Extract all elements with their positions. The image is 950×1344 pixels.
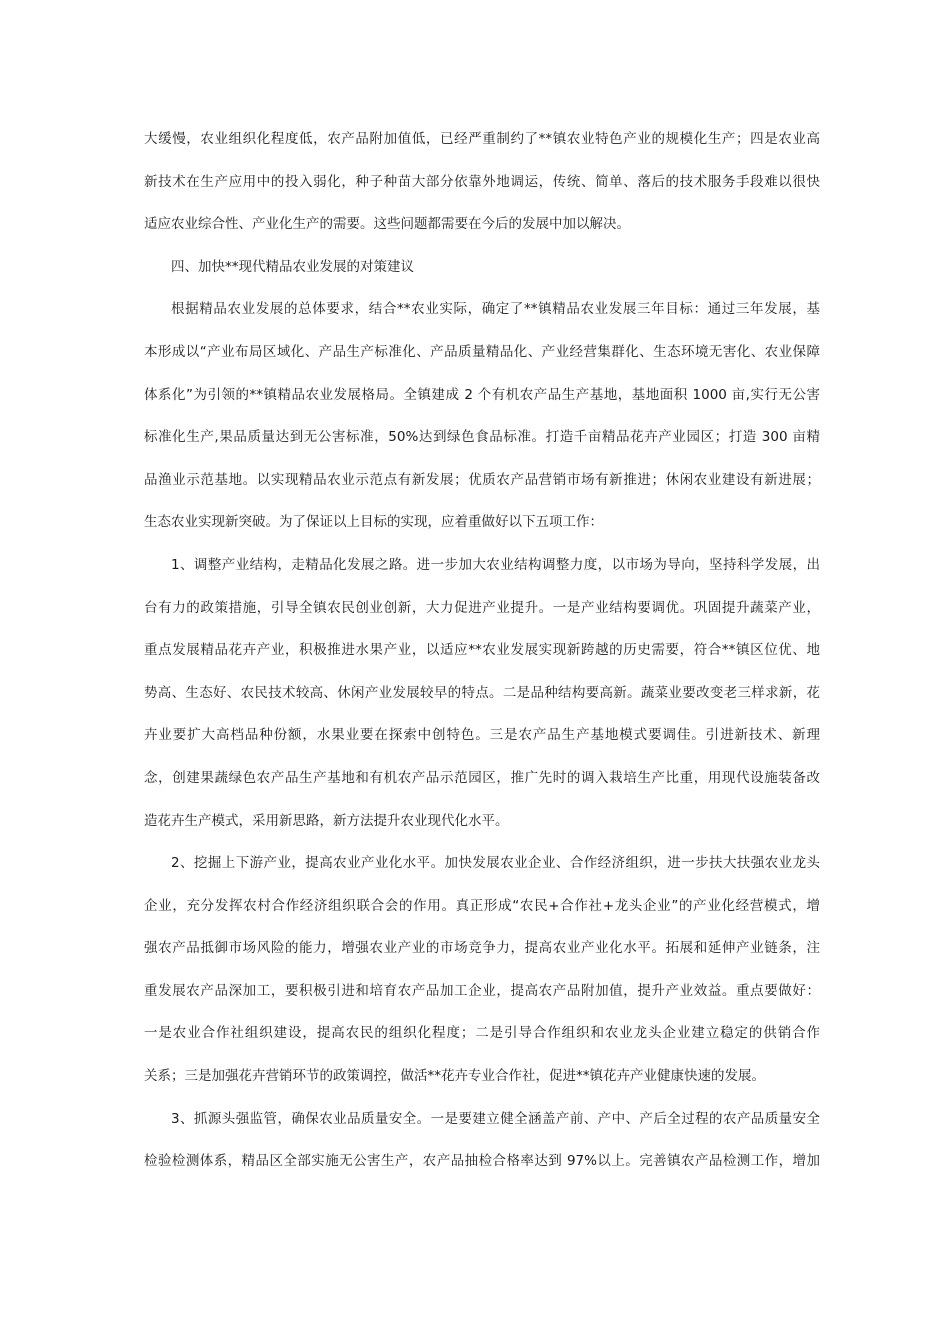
text-line: 生态农业实现新突破。为了保证以上目标的实现，应着重做好以下五项工作： bbox=[144, 514, 603, 531]
text-line: 1、调整产业结构，走精品化发展之路。进一步加大农业结构调整力度，以市场为导向，坚持科学发展，出 bbox=[171, 556, 820, 573]
text-line: 本形成以“产业布局区域化、产品生产标准化、产品质量精品化、产业经营集群化、生态环境无害化、农业保障 bbox=[144, 343, 820, 360]
text-line: 标准化生产,果品质量达到无公害标准，50%达到绿色食品标准。打造千亩精品花卉产业园区；打造 300 亩精 bbox=[144, 429, 820, 446]
text-line: 3、抓源头强监管，确保农业品质量安全。一是要建立健全涵盖产前、产中、产后全过程的农产品质量安全 bbox=[171, 1110, 820, 1127]
document-page bbox=[144, 118, 820, 1183]
text-line: 大缓慢，农业组织化程度低，农产品附加值低，已经严重制约了**镇农业特色产业的规模化生产；四是农业高 bbox=[144, 131, 820, 147]
text-line: 根据精品农业发展的总体要求，结合**农业实际，确定了**镇精品农业发展三年目标：通过三年发展，基 bbox=[171, 301, 820, 318]
text-line: 企业，充分发挥农村合作经济组织联合会的作用。真正形成“农民+合作社+龙头企业”的产业化经营模式，增 bbox=[144, 897, 820, 914]
text-line: 台有力的政策措施，引导全镇农民创业创新，大力促进产业提升。一是产业结构要调优。巩固提升蔬菜产业， bbox=[144, 599, 820, 616]
text-line: 品渔业示范基地。以实现精品农业示范点有新发展；优质农产品营销市场有新推进；休闲农业建设有新进展； bbox=[144, 471, 820, 488]
section-heading bbox=[144, 246, 820, 289]
text-line: 一是农业合作社组织建设，提高农民的组织化程度；二是引导合作组织和农业龙头企业建立稳定的供销合作 bbox=[144, 1025, 820, 1042]
text-line: 强农产品抵御市场风险的能力，增强农业产业的市场竞争力，提高农业产业化水平。拓展和延伸产业链条，注 bbox=[144, 940, 820, 957]
text-line: 造花卉生产模式，采用新思路，新方法提升农业现代化水平。 bbox=[144, 812, 509, 829]
text-line: 重发展农产品深加工，要积极引进和培育农产品加工企业，提高农产品附加值，提升产业效益。重点要做好： bbox=[144, 982, 820, 999]
paragraph-goals bbox=[144, 288, 820, 544]
paragraph-item-3 bbox=[144, 1098, 820, 1183]
section-heading-text: 四、加快**现代精品农业发展的对策建议 bbox=[171, 258, 414, 275]
text-line: 检验检测体系，精品区全部实施无公害生产，农产品抽检合格率达到 97%以上。完善镇农产品检测工作，增加 bbox=[144, 1153, 820, 1170]
text-line: 适应农业综合性、产业化生产的需要。这些问题都需要在今后的发展中加以解决。 bbox=[144, 216, 630, 233]
text-line: 势高、生态好、农民技术较高、休闲产业发展较早的特点。二是品种结构要高新。蔬菜业要改变老三样求新，花 bbox=[144, 684, 820, 701]
text-line: 念，创建果蔬绿色农产品生产基地和有机农产品示范园区，推广先时的调入栽培生产比重，用现代设施装备改 bbox=[144, 769, 820, 786]
text-line: 2、挖掘上下游产业，提高农业产业化水平。加快发展农业企业、合作经济组织，进一步扶大扶强农业龙头 bbox=[171, 855, 820, 872]
text-line: 重点发展精品花卉产业，积极推进水果产业，以适应**农业发展实现新跨越的历史需要，符合**镇区位优、地 bbox=[144, 642, 820, 659]
paragraph-item-2 bbox=[144, 842, 820, 1098]
text-line: 新技术在生产应用中的投入弱化，种子种苗大部分依靠外地调运，传统、简单、落后的技术服务手段难以很快 bbox=[144, 173, 820, 190]
text-line: 卉业要扩大高档品种份额，水果业要在探索中创特色。三是农产品生产基地模式要调佳。引进新技术、新理 bbox=[144, 727, 820, 744]
paragraph-item-1 bbox=[144, 544, 820, 842]
paragraph-continuation bbox=[144, 118, 820, 246]
text-line: 关系；三是加强花卉营销环节的政策调控，做活**花卉专业合作社，促进**镇花卉产业健康快速的发展。 bbox=[144, 1068, 765, 1085]
text-line: 体系化”为引领的**镇精品农业发展格局。全镇建成 2 个有机农产品生产基地，基地面积 1000 亩,实行无公害 bbox=[144, 386, 820, 403]
